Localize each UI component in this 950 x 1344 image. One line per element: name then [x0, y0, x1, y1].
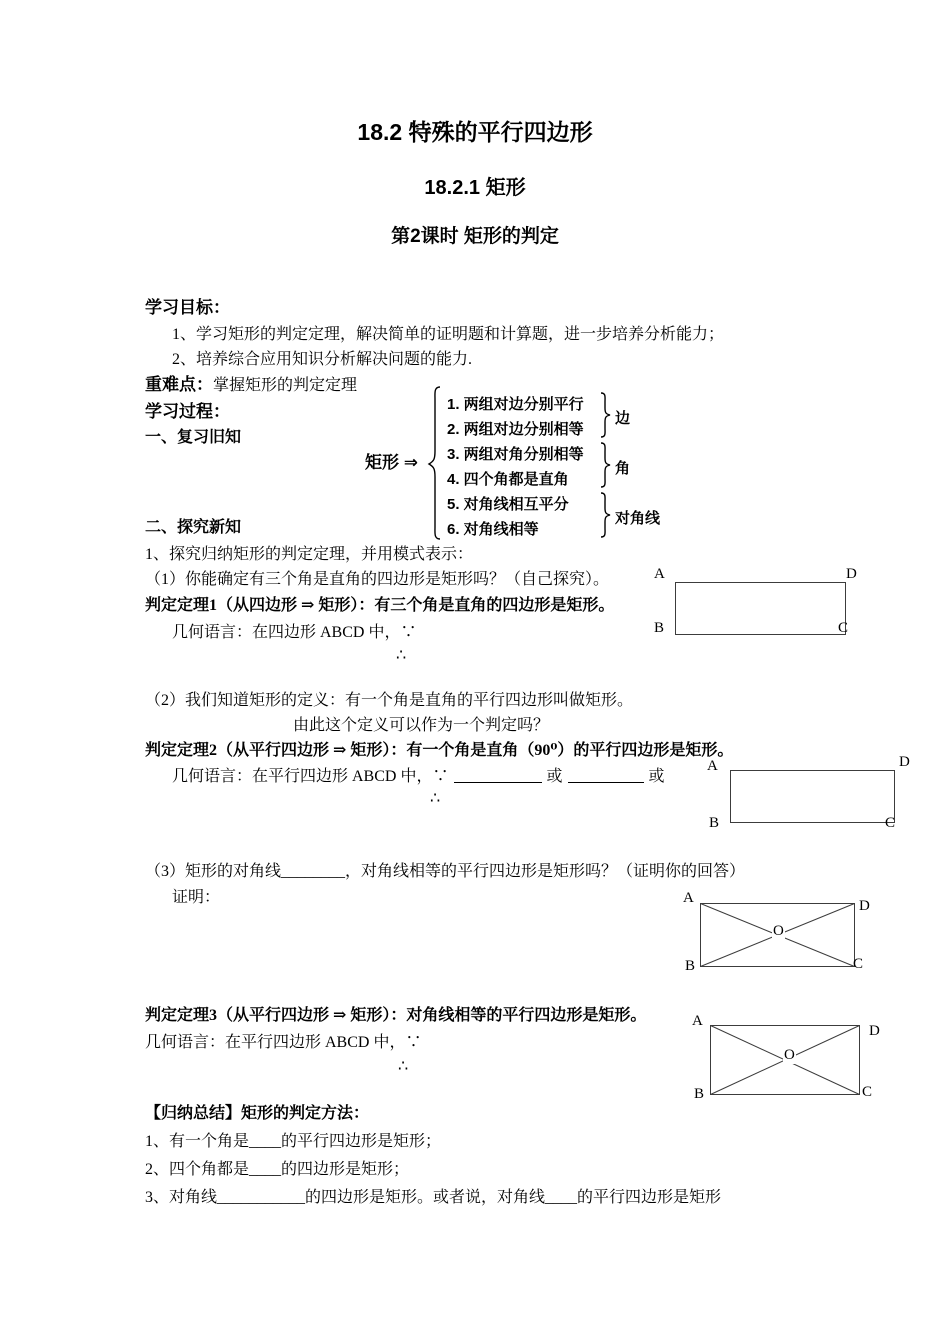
- figure-2-canvas: [695, 753, 910, 835]
- property-item: 2. 两组对边分别相等: [447, 421, 584, 438]
- vertex-label-A: A: [692, 1013, 703, 1029]
- vertex-label-C: C: [853, 956, 864, 972]
- rectangle-outline: [731, 771, 895, 823]
- fill-in-blank: [454, 768, 542, 783]
- vertex-label-D: D: [869, 1023, 880, 1039]
- geometry-language-1: 几何语言：在四边形 ABCD 中，∵: [172, 624, 417, 641]
- group-label-diagonals: 对角线: [615, 510, 661, 527]
- vertex-label-A: A: [683, 890, 694, 906]
- therefore-symbol-3: ∴: [398, 1058, 409, 1075]
- property-item: 6. 对角线相等: [447, 521, 539, 538]
- therefore-symbol-1: ∴: [396, 647, 407, 664]
- theorem-1: 判定定理1（从四边形 ⇒ 矩形）：有三个角是直角的四边形是矩形。: [145, 597, 615, 614]
- keypoint-label: 重难点：: [145, 375, 213, 394]
- figure-quadrilateral-1: [640, 566, 865, 646]
- theorem-3: 判定定理3（从平行四边形 ⇒ 矩形）：对角线相等的平行四边形是矩形。: [145, 1007, 647, 1024]
- property-item: 5. 对角线相互平分: [447, 496, 569, 513]
- rectangle-properties-diagram: [365, 387, 685, 547]
- objective-item-2: 2、培养综合应用知识分析解决问题的能力.: [172, 351, 473, 368]
- geometry-language-2: [172, 763, 665, 786]
- doc-section-title: 18.2.1 矩形: [424, 177, 526, 199]
- geometry-language-2-text: 几何语言：在平行四边形 ABCD 中，∵: [172, 768, 449, 785]
- vertex-label-B: B: [694, 1086, 705, 1102]
- keypoint-text: 掌握矩形的判定定理: [213, 377, 358, 394]
- vertex-label-C: C: [885, 815, 896, 831]
- fill-in-blank: [568, 768, 644, 783]
- question-3: （3）矩形的对角线________，对角线相等的平行四边形是矩形吗？（证明你的回答）: [145, 863, 746, 880]
- vertex-label-B: B: [654, 620, 665, 636]
- explore-heading: 二、探究新知: [145, 519, 242, 536]
- diagram-subject: 矩形: [365, 453, 399, 472]
- implies-arrow-icon: ⇒: [403, 453, 418, 472]
- right-brace-angles-icon: [599, 441, 612, 489]
- group-label-angles: 角: [615, 460, 631, 477]
- summary-item-3: 3、对角线___________的四边形是矩形。或者说，对角线____的平行四边形是矩形: [145, 1189, 722, 1206]
- center-label-O: O: [784, 1047, 795, 1063]
- process-heading: 学习过程：: [145, 402, 230, 421]
- vertex-label-A: A: [654, 566, 665, 582]
- vertex-label-C: C: [862, 1084, 873, 1100]
- vertex-label-D: D: [859, 898, 870, 914]
- doc-lesson-title: 第2课时 矩形的判定: [391, 226, 559, 247]
- summary-item-1: 1、有一个角是____的平行四边形是矩形；: [145, 1133, 442, 1150]
- left-big-brace-icon: [427, 385, 443, 541]
- proof-label: 证明：: [172, 889, 221, 906]
- question-2-line-2: 由此这个定义可以作为一个判定吗？: [293, 717, 550, 734]
- therefore-symbol-2: ∴: [430, 790, 441, 807]
- property-item: 3. 两组对角分别相等: [447, 446, 584, 463]
- vertex-label-C: C: [838, 620, 849, 636]
- keypoint-line: [145, 370, 357, 395]
- summary-heading: 【归纳总结】矩形的判定方法：: [145, 1105, 370, 1122]
- objective-item-1: 1、学习矩形的判定定理，解决简单的证明题和计算题，进一步培养分析能力；: [172, 326, 725, 343]
- figure-parallelogram-2: [695, 753, 910, 835]
- right-brace-diagonals-icon: [599, 491, 612, 539]
- vertex-label-B: B: [685, 958, 696, 974]
- rectangle-outline: [676, 583, 849, 636]
- right-brace-sides-icon: [599, 391, 612, 439]
- figure-rectangle-diagonals-4: [685, 1010, 885, 1108]
- figure-1-canvas: [640, 566, 865, 646]
- or-text: 或: [648, 768, 665, 785]
- or-text: 或: [546, 768, 563, 785]
- doc-title: 18.2 特殊的平行四边形: [357, 119, 593, 145]
- vertex-label-B: B: [709, 815, 720, 831]
- review-heading: 一、复习旧知: [145, 429, 242, 446]
- question-2-line-1: （2）我们知道矩形的定义：有一个角是直角的平行四边形叫做矩形。: [145, 692, 634, 709]
- vertex-label-D: D: [899, 754, 910, 770]
- objectives-heading: 学习目标：: [145, 298, 230, 317]
- geometry-language-3: 几何语言：在平行四边形 ABCD 中，∵: [145, 1034, 422, 1051]
- property-item: 1. 两组对边分别平行: [447, 396, 584, 413]
- property-item: 4. 四个角都是直角: [447, 471, 569, 488]
- summary-item-2: 2、四个角都是____的四边形是矩形；: [145, 1161, 410, 1178]
- group-label-sides: 边: [615, 410, 631, 427]
- figure-rectangle-diagonals-3: [675, 888, 875, 980]
- vertex-label-A: A: [707, 758, 718, 774]
- diagram-subject-line: [365, 448, 418, 473]
- vertex-label-D: D: [846, 566, 857, 582]
- question-1: （1）你能确定有三个角是直角的四边形是矩形吗？（自己探究）。: [145, 571, 610, 588]
- center-label-O: O: [773, 923, 784, 939]
- explore-intro: 1、探究归纳矩形的判定定理，并用模式表示：: [145, 546, 474, 563]
- theorem-2: 判定定理2（从平行四边形 ⇒ 矩形）：有一个角是直角（90⁰）的平行四边形是矩形。: [145, 742, 734, 759]
